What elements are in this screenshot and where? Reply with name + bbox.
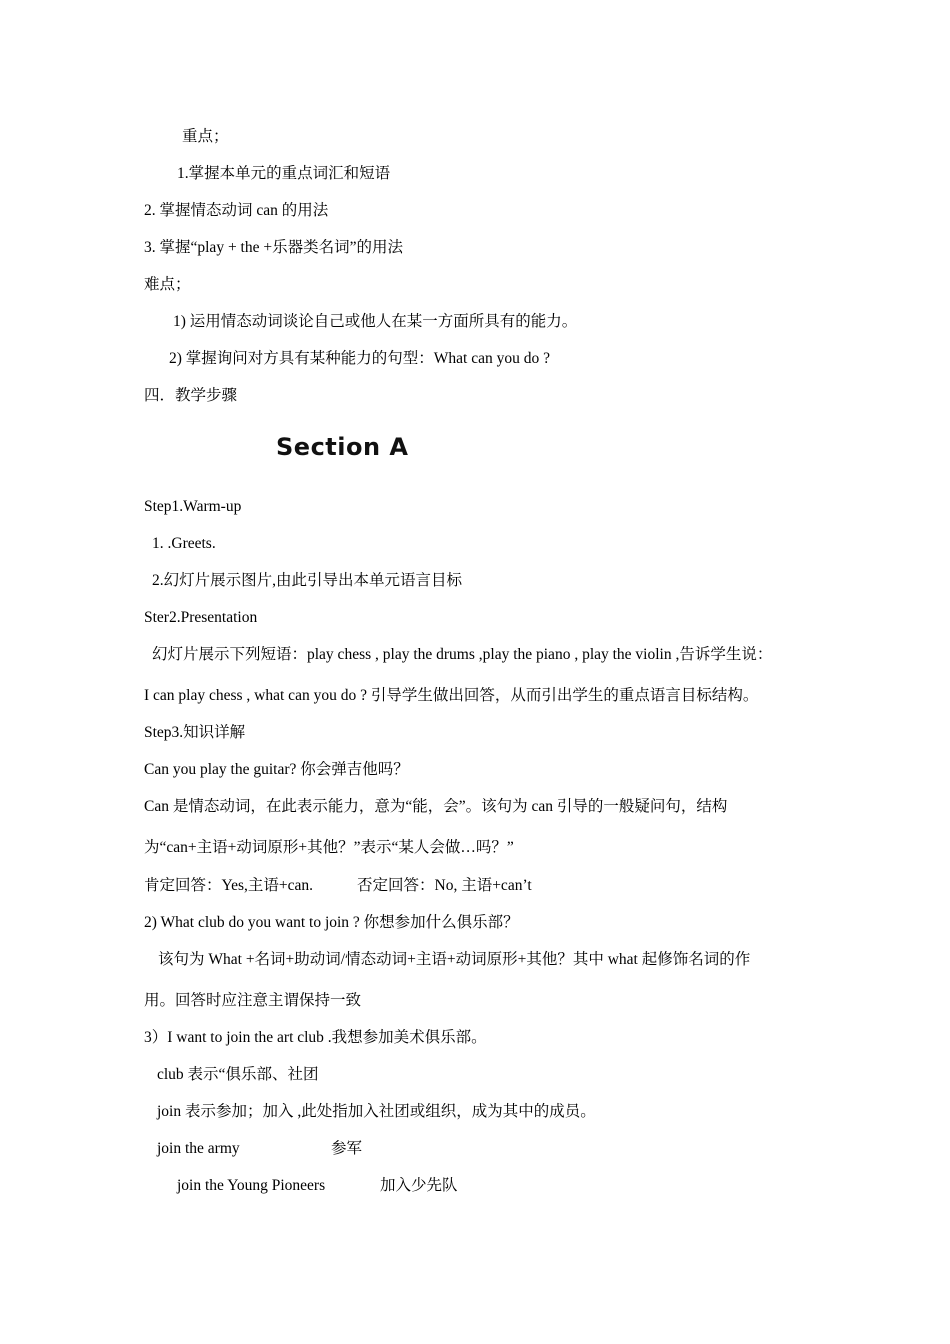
point2-line-2: 该句为 What +名词+助动词/情态动词+主语+动词原形+其他？其中 what 起修饰名词的作 [158, 951, 751, 968]
phrase-1-zh: 参军 [331, 1140, 363, 1157]
phrase-2-zh: 加入少先队 [380, 1177, 458, 1194]
negative-answer: 否定回答：No, 主语+can’t [357, 877, 532, 894]
point3-line-3: join 表示参加；加入 ,此处指加入社团或组织，成为其中的成员。 [157, 1103, 596, 1120]
step1-item-2: 2.幻灯片展示图片,由此引导出本单元语言目标 [152, 572, 463, 589]
key-point-2: 2. 掌握情态动词 can 的用法 [144, 202, 329, 219]
section-title: Section A [276, 433, 409, 461]
difficulty-2: 2) 掌握询问对方具有某种能力的句型：What can you do ? [169, 350, 550, 367]
difficulty-1: 1) 运用情态动词谈论自己或他人在某一方面所具有的能力。 [173, 313, 578, 330]
phrase-2-en: join the Young Pioneers [177, 1177, 326, 1194]
step3-title: Step3.知识详解 [144, 724, 246, 741]
step1-title: Step1.Warm-up [144, 498, 242, 515]
steps-heading: 四．教学步骤 [144, 387, 238, 404]
phrase-1-en: join the army [157, 1140, 240, 1157]
step3-line-1: Can you play the guitar? 你会弹吉他吗？ [144, 761, 409, 778]
step2-title: Ster2.Presentation [144, 609, 258, 626]
point3-line-2: club 表示“俱乐部、社团 [157, 1066, 319, 1083]
step3-line-2: Can 是情态动词，在此表示能力，意为“能，会”。该句为 can 引导的一般疑问句，结构 [144, 798, 728, 815]
key-point-3: 3. 掌握“play + the +乐器类名词”的用法 [144, 239, 403, 256]
difficulties-heading: 难点； [144, 276, 191, 293]
point2-line-3: 用。回答时应注意主谓保持一致 [144, 992, 362, 1009]
step3-line-3: 为“can+主语+动词原形+其他？”表示“某人会做…吗？” [144, 839, 514, 856]
key-point-1: 1.掌握本单元的重点词汇和短语 [177, 165, 391, 182]
step2-line-1: 幻灯片展示下列短语：play chess , play the drums ,play the piano , play the violin ,告诉学生说： [152, 646, 773, 663]
point2-line-1: 2) What club do you want to join ? 你想参加什么俱乐部？ [144, 914, 519, 931]
affirmative-answer: 肯定回答：Yes,主语+can. [144, 877, 314, 894]
step2-line-2: I can play chess , what can you do ? 引导学生做出回答，从而引出学生的重点语言目标结构。 [144, 687, 759, 704]
point3-line-1: 3）I want to join the art club .我想参加美术俱乐部。 [144, 1029, 487, 1046]
step1-item-1: 1. .Greets. [152, 535, 216, 552]
key-points-heading: 重点； [182, 128, 229, 145]
